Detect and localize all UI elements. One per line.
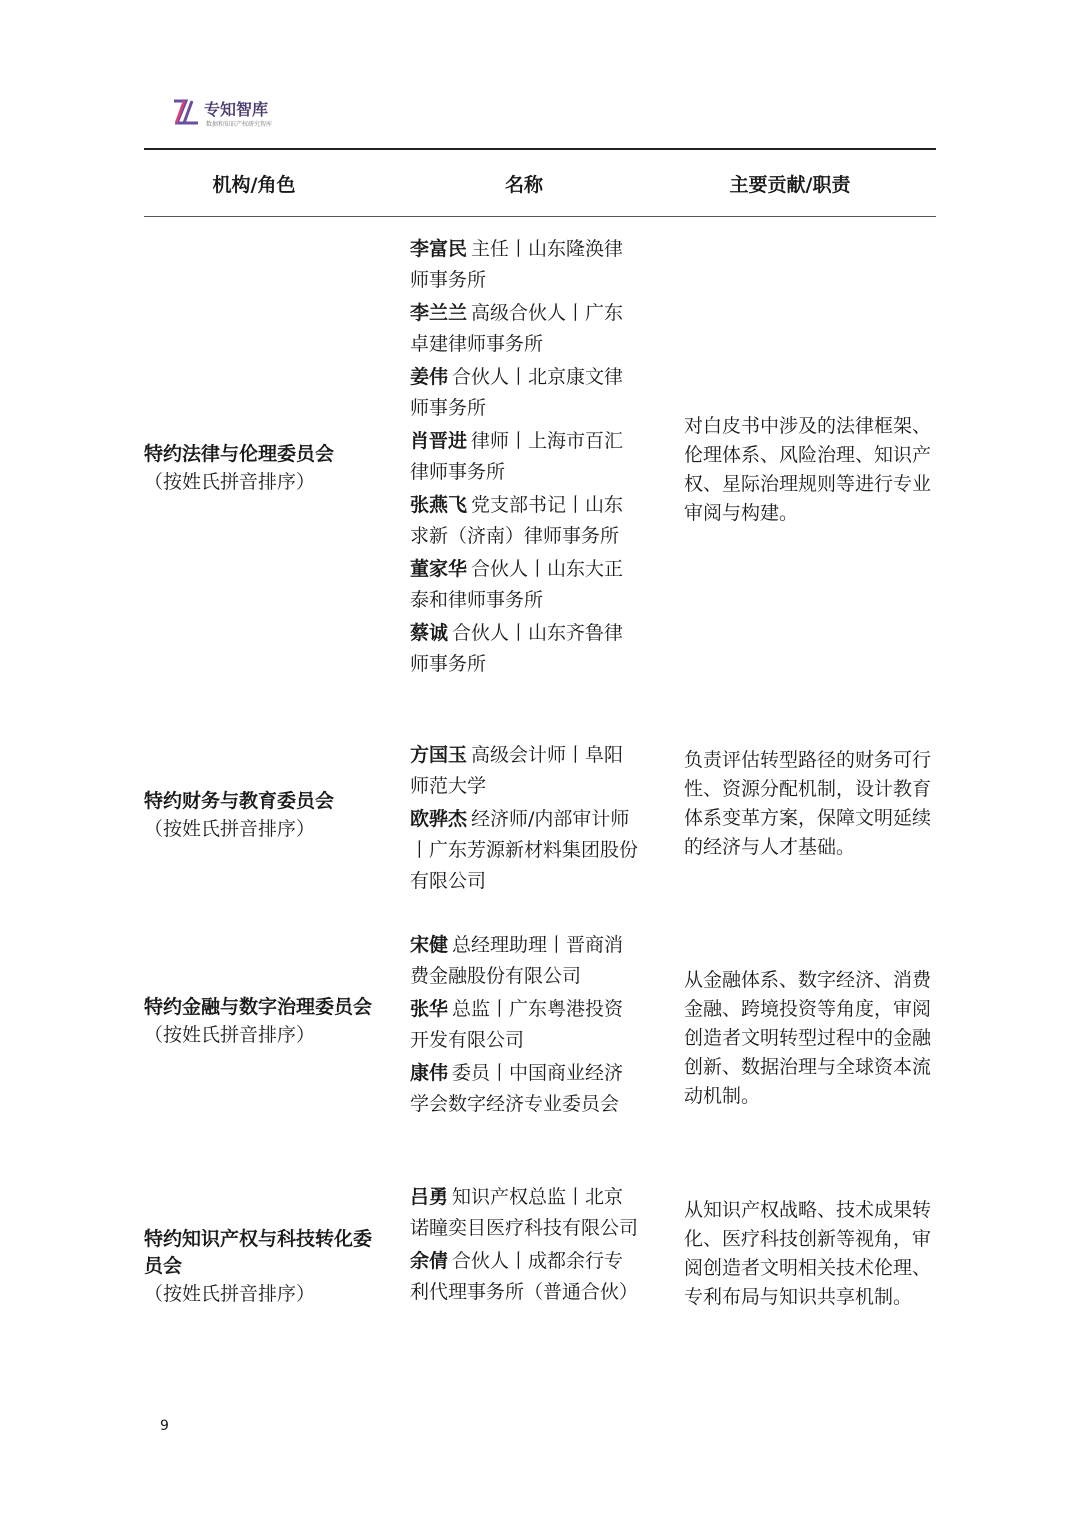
member-name: 蔡诚: [410, 622, 449, 644]
table-header-rule: [144, 216, 936, 217]
member-name: 康伟: [410, 1062, 449, 1084]
logo-subtitle: 数据和知识产权研究智库: [206, 121, 273, 128]
role-name: 特约知识产权与科技转化委员会: [144, 1228, 373, 1277]
member-entry: [410, 362, 642, 424]
member-entry: [410, 1058, 642, 1120]
table-top-rule: [144, 148, 936, 150]
role-name: 特约金融与数字治理委员会: [144, 996, 373, 1018]
role-cell: [144, 994, 384, 1049]
duty-cell: 负责评估转型路径的财务可行性、资源分配机制，设计教育体系变革方案，保障文明延续的经济与人才基础。: [684, 749, 932, 858]
member-name: 李兰兰: [410, 302, 468, 324]
member-entry: [410, 1182, 642, 1244]
member-title: 高级合伙人丨广东卓建律师事务所: [410, 302, 624, 355]
member-entry: [410, 426, 642, 488]
member-name: 吕勇: [410, 1186, 449, 1208]
member-entry: [410, 618, 642, 680]
member-entry: [410, 554, 642, 616]
role-sort-note: （按姓氏拼音排序）: [144, 1024, 316, 1046]
member-name: 欧骅杰: [410, 808, 468, 830]
member-title: 高级会计师丨阜阳师范大学: [410, 744, 624, 797]
role-sort-note: （按姓氏拼音排序）: [144, 471, 316, 493]
member-title: 合伙人丨北京康文律师事务所: [410, 366, 624, 419]
member-title: 党支部书记丨山东求新（济南）律师事务所: [410, 494, 624, 547]
member-title: 委员丨中国商业经济学会数字经济专业委员会: [410, 1062, 624, 1115]
role-cell: [144, 1226, 384, 1308]
member-entry: [410, 1246, 642, 1308]
member-list: [410, 930, 642, 1122]
role-sort-note: （按姓氏拼音排序）: [144, 1283, 316, 1305]
member-title: 律师丨上海市百汇律师事务所: [410, 430, 624, 483]
member-entry: [410, 930, 642, 992]
member-entry: [410, 740, 642, 802]
role-sort-note: （按姓氏拼音排序）: [144, 818, 316, 840]
member-name: 张华: [410, 998, 449, 1020]
role-cell: [144, 441, 384, 496]
role-cell: [144, 788, 384, 843]
member-title: 合伙人丨山东大正泰和律师事务所: [410, 558, 624, 611]
member-entry: [410, 490, 642, 552]
zl-logo-icon: [172, 98, 200, 126]
header-name: 名称: [504, 174, 543, 196]
member-name: 张燕飞: [410, 494, 468, 516]
member-title: 合伙人丨山东齐鲁律师事务所: [410, 622, 624, 675]
page-number: 9: [160, 1418, 169, 1434]
member-name: 肖晋进: [410, 430, 468, 452]
member-list: [410, 1182, 642, 1310]
member-entry: [410, 804, 642, 897]
member-title: 主任丨山东隆涣律师事务所: [410, 238, 624, 291]
member-title: 总经理助理丨晋商消费金融股份有限公司: [410, 934, 624, 987]
member-entry: [410, 234, 642, 296]
logo-brand: 专知智库: [204, 100, 269, 119]
member-list: [410, 234, 642, 682]
member-entry: [410, 298, 642, 360]
member-name: 方国玉: [410, 744, 468, 766]
member-title: 知识产权总监丨北京诺瞳奕目医疗科技有限公司: [410, 1186, 639, 1239]
member-name: 姜伟: [410, 366, 449, 388]
member-title: 经济师/内部审计师丨广东芳源新材料集团股份有限公司: [410, 808, 639, 892]
duty-cell: 从金融体系、数字经济、消费金融、跨境投资等角度，审阅创造者文明转型过程中的金融创新、数据治理与全球资本流动机制。: [684, 969, 932, 1107]
member-title: 合伙人丨成都余行专利代理事务所（普通合伙）: [410, 1250, 639, 1303]
role-name: 特约财务与教育委员会: [144, 790, 335, 812]
role-name: 特约法律与伦理委员会: [144, 443, 335, 465]
header-duty: 主要贡献/职责: [729, 174, 851, 196]
member-name: 李富民: [410, 238, 468, 260]
duty-cell: 从知识产权战略、技术成果转化、医疗科技创新等视角，审阅创造者文明相关技术伦理、专利布局与知识共享机制。: [684, 1199, 932, 1308]
member-name: 余倩: [410, 1250, 449, 1272]
member-name: 董家华: [410, 558, 468, 580]
duty-cell: 对白皮书中涉及的法律框架、伦理体系、风险治理、知识产权、星际治理规则等进行专业审阅与构建。: [684, 415, 932, 524]
member-title: 总监丨广东粤港投资开发有限公司: [410, 998, 624, 1051]
member-entry: [410, 994, 642, 1056]
member-list: [410, 740, 642, 899]
header-role: 机构/角色: [212, 174, 296, 196]
member-name: 宋健: [410, 934, 449, 956]
